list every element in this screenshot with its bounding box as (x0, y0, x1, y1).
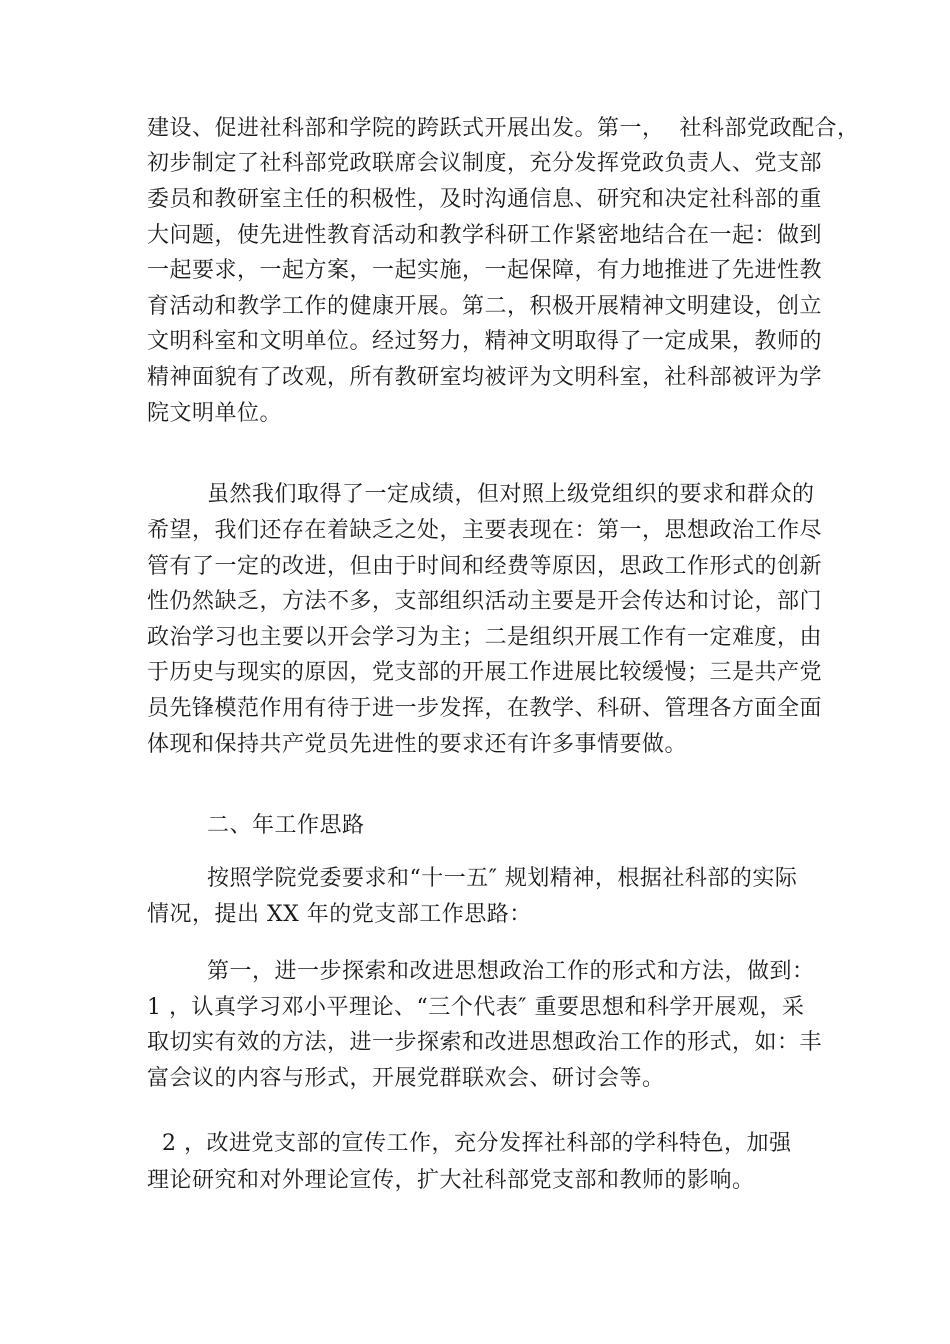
paragraph-2-line-5: 政治学习也主要以开会学习为主；二是组织开展工作有一定难度，由 (147, 625, 823, 650)
paragraph-2-line-7: 员先锋模范作用有待于进一步发挥，在教学、科研、管理各方面全面 (147, 696, 823, 721)
paragraph-1-line-3: 委员和教研室主任的积极性，及时沟通信息、研究和决定社科部的重 (147, 187, 823, 212)
paragraph-1-line-4: 大问题，使先进性教育活动和教学科研工作紧密地结合在一起：做到 (147, 223, 823, 248)
paragraph-1-line-7: 文明科室和文明单位。经过努力，精神文明取得了一定成果，教师的 (147, 329, 823, 354)
paragraph-3-line-2: 情况，提出 XX 年的党支部工作思路： (147, 902, 532, 927)
paragraph-4-line-4: 富会议的内容与形式，开展党群联欢会、研讨会等。 (147, 1066, 665, 1091)
paragraph-1-line-8: 精神面貌有了改观，所有教研室均被评为文明科室，社科部被评为学 (147, 365, 823, 390)
paragraph-2-line-4: 性仍然缺乏，方法不多，支部组织活动主要是开会传达和讨论，部门 (147, 589, 823, 614)
paragraph-1-line-1: 建设、促进社科部和学院的跨跃式开展出发。第一， 社科部党政配合， (147, 116, 860, 141)
section-heading: 二、年工作思路 (147, 813, 365, 838)
paragraph-4-line-3: 取切实有效的方法，进一步探索和改进思想政治工作的形式，如：丰 (147, 1030, 823, 1055)
paragraph-2-line-1: 虽然我们取得了一定成绩，但对照上级党组织的要求和群众的 (147, 482, 815, 507)
paragraph-4-line-2: 1 ，认真学习邓小平理论、“三个代表″ 重要思想和科学开展观，采 (147, 995, 805, 1020)
paragraph-5-line-1: 2 ，改进党支部的宣传工作，充分发挥社科部的学科特色，加强 (147, 1131, 792, 1156)
paragraph-2-line-6: 于历史与现实的原因，党支部的开展工作进展比较缓慢；三是共产党 (147, 660, 823, 685)
paragraph-5-line-2: 理论研究和对外理论宣传，扩大社科部党支部和教师的影响。 (147, 1168, 755, 1193)
paragraph-4-line-1: 第一，进一步探索和改进思想政治工作的形式和方法，做到： (147, 959, 815, 984)
paragraph-1-line-6: 育活动和教学工作的健康开展。第二，积极开展精神文明建设，创立 (147, 294, 823, 319)
paragraph-2-line-2: 希望，我们还存在着缺乏之处，主要表现在：第一，思想政治工作尽 (147, 518, 823, 543)
paragraph-3-line-1: 按照学院党委要求和“十一五″ 规划精神，根据社科部的实际 (147, 866, 798, 891)
paragraph-2-line-8: 体现和保持共产党员先进性的要求还有许多事情要做。 (147, 732, 688, 757)
paragraph-2-line-3: 管有了一定的改进，但由于时间和经费等原因，思政工作形式的创新 (147, 554, 823, 579)
paragraph-1-line-9: 院文明单位。 (147, 401, 283, 426)
paragraph-1-line-2: 初步制定了社科部党政联席会议制度，充分发挥党政负责人、党支部 (147, 151, 823, 176)
paragraph-1-line-5: 一起要求，一起方案，一起实施，一起保障，有力地推进了先进性教 (147, 258, 823, 283)
